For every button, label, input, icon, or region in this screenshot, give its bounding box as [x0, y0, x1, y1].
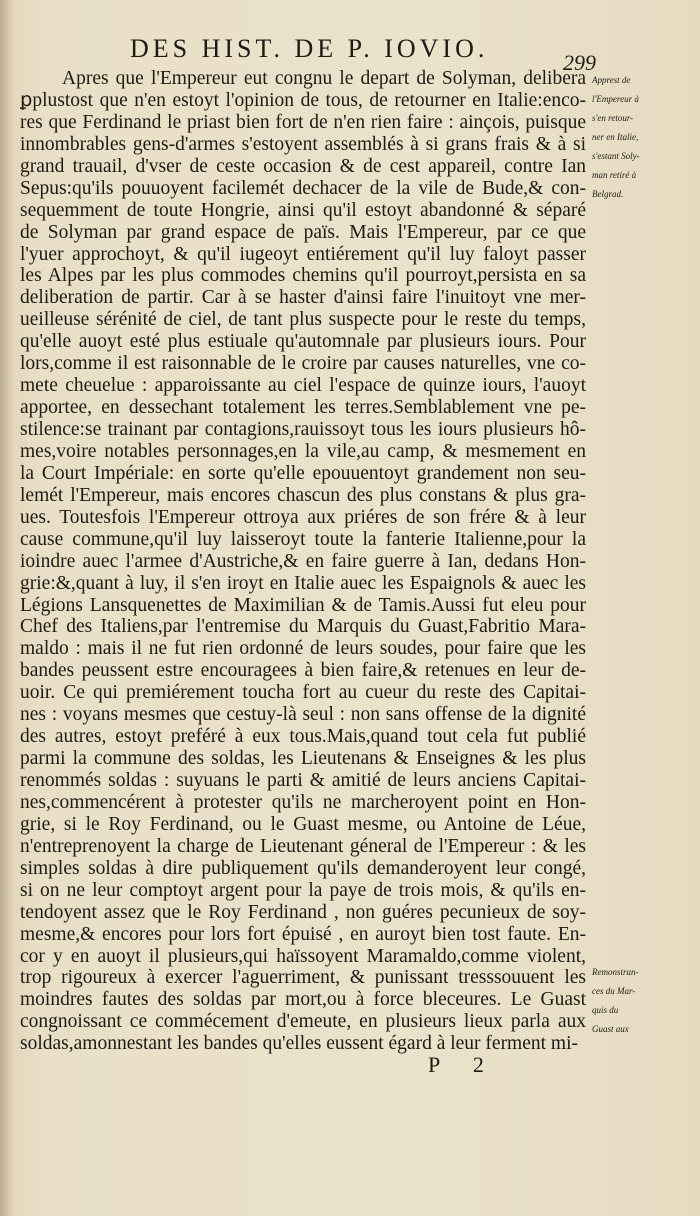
- marginal-note-line: l'Empereur à: [592, 94, 639, 104]
- text-line: renommés soldas : suyuans le parti & amitié de leurs anciens Capitai-: [20, 770, 586, 791]
- text-line: de Solyman par grand espace de païs. Mais l'Empereur, par ce que: [20, 221, 586, 243]
- text-line: la Court Impériale: en sorte qu'elle epouuentoyt grandement non seu-: [20, 462, 586, 484]
- text-line: lemét l'Empereur, mais encores chascun des plus constans & plus gra-: [20, 484, 586, 506]
- text-line: Chef des Italiens,par l'entremise du Marquis du Guast,Fabritio Mara-: [20, 616, 586, 638]
- text-line: simples soldas à dire publiquement qu'ils demanderoyent leur congé,: [20, 857, 586, 879]
- text-line: stilence:se trainant par contagions,rauissoyt tous les iours plusieurs hô-: [20, 419, 586, 440]
- text-line: nes : voyans mesmes que cestuy-là seul : non sans offense de la dignité: [20, 704, 586, 726]
- marginal-note-line: s'estant Soly-: [592, 151, 640, 161]
- text-line: res que Ferdinand le priast bien fort de n'en rien faire : ainçois, puisque: [20, 111, 586, 133]
- marginal-note-line: s'en retour-: [592, 113, 634, 123]
- marginal-note-line: ces du Mar-: [592, 986, 636, 996]
- text-line: bandes peussent estre encouragees à bien faire,& retenues en leur de-: [20, 660, 586, 682]
- text-line: trop rigoureux à exercer l'aguerriment, & punissant tresssouuent les: [20, 967, 586, 989]
- main-text-block: [20, 68, 586, 1055]
- marginal-note-line: Guast aux: [592, 1024, 629, 1034]
- text-line: l'yuer approchoyt, & qu'il iugeoyt entiérement qu'il luy faloyt passer: [20, 243, 586, 265]
- text-line: Apres que l'Empereur eut congnu le depart de Solyman, delibera: [62, 68, 586, 89]
- text-line: Sepus:qu'ils pouuoyent facilemét dechacer de la vile de Bude,& con-: [20, 177, 586, 199]
- text-line: apportee, en dessechant totalement les terres.Semblablement vne pe-: [20, 397, 586, 419]
- marginal-note-line: ner en Italie,: [592, 132, 639, 142]
- running-head: DES HIST. DE P. IOVIO.: [130, 34, 489, 63]
- text-line: moindres fautes des soldas par mort,ou à force bleceures. Le Guast: [20, 989, 586, 1011]
- text-line: congnoissant ce commécement d'emeute, en plusieurs lieux parla aux: [20, 1011, 586, 1033]
- marginal-note-line: man retiré à: [592, 170, 637, 180]
- marginal-note-apprest: [592, 71, 700, 204]
- signature-mark: P 2: [428, 1052, 498, 1077]
- text-line: ueilleuse sérénité de ciel, de tant plus suspecte pour le reste du temps,: [20, 309, 586, 331]
- text-line: mesme,& encores pour lors fort épuisé , en auroyt bien tost faute. En-: [20, 923, 586, 945]
- page-number: 299: [563, 50, 596, 75]
- text-line: ꝑplustost que n'en estoyt l'opinion de tous, de retourner en Italie:enco-: [20, 89, 586, 111]
- text-line: soldas,amonnestant les bandes qu'elles eussent égard à leur ferment mi-: [20, 1033, 579, 1055]
- marginal-note-remonstrances: [592, 963, 700, 1039]
- text-line: uoir. Ce qui premiérement toucha fort au cueur du reste des Capitai-: [20, 682, 586, 704]
- text-line: cor y en auoyt il plusieurs,qui haïssoyent Maramaldo,comme violent,: [20, 945, 586, 967]
- gutter-shadow: [0, 0, 14, 1216]
- text-line: maldo : mais il ne fut rien ordonné de leurs soudes, pour faire que les: [20, 638, 586, 660]
- text-line: grand trauail, d'vser de ceste occasion & de cest appareil, contre Ian: [20, 155, 586, 177]
- text-line: deliberation de partir. Car à se haster d'ainsi faire l'inuitoyt vne mer-: [20, 287, 586, 309]
- text-line: lors,comme il est raisonnable de le croire par causes naturelles, vne co-: [20, 353, 586, 375]
- text-line: ues. Toutesfois l'Empereur ottroya aux priéres de son frére & à leur: [20, 506, 586, 528]
- text-line: qu'elle auoyt esté plus estiuale qu'automnale par plusieurs iours. Pour: [20, 331, 586, 353]
- text-line: grie, si le Roy Ferdinand, ou le Guast mesme, ou Antoine de Léue,: [20, 813, 586, 835]
- text-line: ioindre auec l'armee d'Austriche,& en faire guerre à Ian, dedans Hon-: [20, 550, 586, 572]
- text-line: les Alpes par les plus commodes chemins qu'il pourroyt,persista en sa: [20, 265, 586, 287]
- text-line: parmi la commune des soldas, les Lieutenans & Enseignes & les plus: [20, 748, 586, 770]
- text-line: mete cheuelue : apparoissante au ciel l'espace de quinze iours, l'auoyt: [20, 375, 586, 397]
- text-line: cause commune,qu'il luy laisseroyt toute la fanterie Italienne,pour la: [20, 528, 586, 550]
- text-line: Légions Lansquenettes de Maximilian & de Tamis.Aussi fut eleu pour: [20, 594, 586, 616]
- text-line: nes,commencérent à protester qu'ils ne marcheroyent point en Hon-: [20, 791, 586, 813]
- text-line: mes,voire notables personnages,en la vile,au camp, & mesmement en: [20, 440, 586, 462]
- text-line: n'entreprenoyent la charge de Lieutenant géneral de l'Empereur : & les: [20, 835, 586, 857]
- text-line: sequemment de toute Hongrie, ainsi qu'il estoyt abandonné & séparé: [20, 199, 586, 221]
- marginal-note-line: Remonstran-: [592, 967, 639, 977]
- text-line: des autres, estoyt preféré à eux tous.Mais,quand tout cela fut publié: [20, 726, 586, 748]
- text-line: grie:&,quant à luy, il s'en iroyt en Italie auec les Espaignols & auec les: [20, 572, 586, 594]
- marginal-note-line: quis du: [592, 1005, 619, 1015]
- marginal-note-line: Apprest de: [592, 75, 631, 85]
- text-line: si on ne leur comptoyt argent pour la paye de trois mois, & qu'ils en-: [20, 879, 586, 901]
- marginal-note-line: Belgrad.: [592, 189, 624, 199]
- text-line: tendoyent assez que le Roy Ferdinand , non guéres pecunieux de soy-: [20, 901, 586, 923]
- text-line: innombrables gens-d'armes s'estoyent assemblés à si grans frais & à si: [20, 133, 586, 155]
